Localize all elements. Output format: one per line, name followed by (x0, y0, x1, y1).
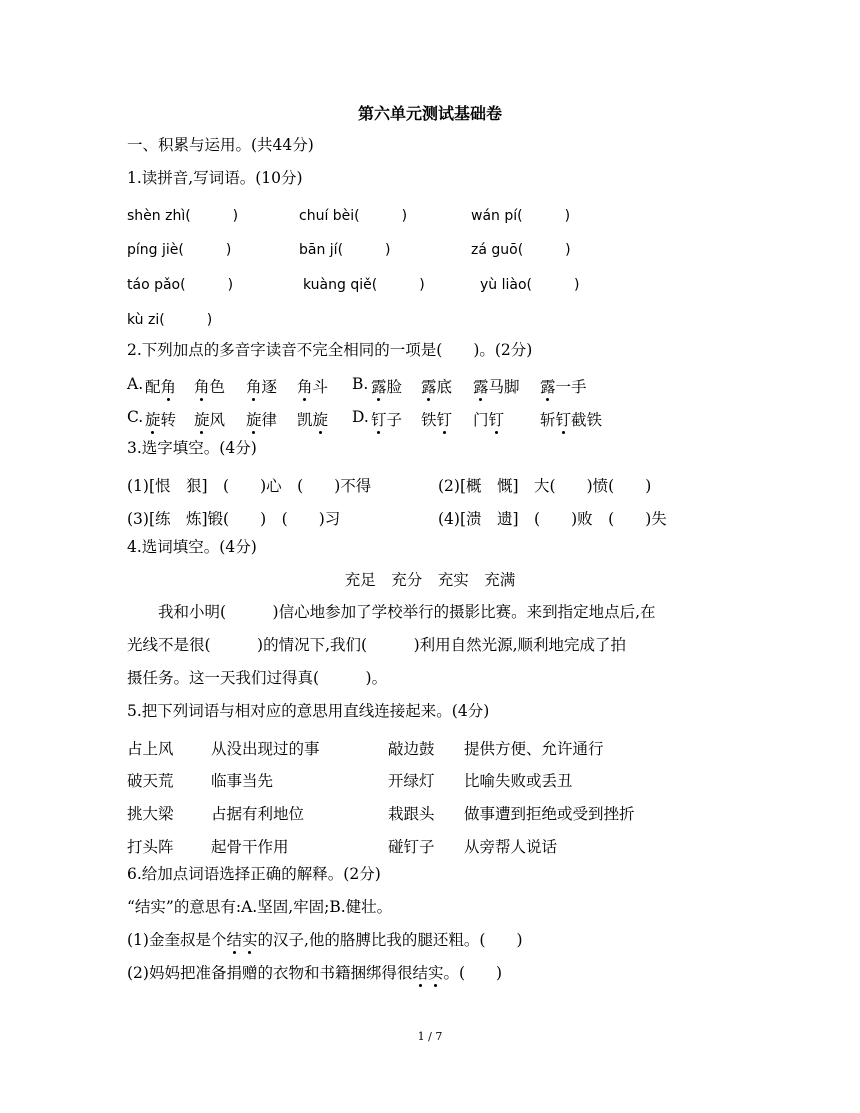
option-word: 露马脚 (473, 378, 520, 396)
sentence-2 (127, 966, 502, 982)
question-1-heading: 1.读拼音,写词语。(10分) (127, 169, 303, 187)
option-word: 旋风 (194, 411, 226, 429)
option-word: 角斗 (297, 378, 329, 396)
option-word: 铁钉 (421, 411, 453, 429)
option-word: 露底 (421, 378, 453, 396)
sentence-text: (2)妈妈把准备捐赠的衣物和书籍捆绑得很 (127, 964, 413, 982)
meaning: 占据有利地位 (211, 805, 305, 823)
definition-line: “结实”的意思有:A.坚固,牢固;B.健壮。 (127, 898, 393, 916)
sentence-1 (127, 933, 523, 949)
option-word: 钉子 (371, 411, 403, 429)
meaning: 提供方便、允许通行 (464, 740, 604, 758)
fill-item: (1)[恨 狠] ( )心 ( )不得 (127, 477, 372, 495)
pinyin-item: táo pǎo( ) (127, 277, 234, 293)
question-6-heading: 6.给加点词语选择正确的解释。(2分) (127, 865, 381, 883)
idiom: 敲边鼓 (388, 740, 435, 758)
option-label: C. (127, 408, 144, 426)
option-word: 斩钉截铁 (540, 411, 603, 429)
question-3-heading: 3.选字填空。(4分) (127, 439, 257, 457)
pinyin-item: kù zi( ) (127, 312, 213, 328)
idiom: 占上风 (127, 740, 174, 758)
option-word: 配角 (145, 378, 177, 396)
option-word: 凯旋 (297, 411, 329, 429)
question-4-heading: 4.选词填空。(4分) (127, 538, 257, 556)
option-label: A. (127, 375, 144, 393)
question-5-heading: 5.把下列词语与相对应的意思用直线连接起来。(4分) (127, 702, 490, 720)
fill-item: (4)[溃 遗] ( )败 ( )失 (438, 510, 667, 528)
pinyin-item: bān jí( ) (299, 242, 391, 258)
page-number: 1 / 7 (417, 1030, 443, 1043)
fill-paragraph: 我和小明( )信心地参加了学校举行的摄影比赛。来到指定地点后,在 光线不是很( )的情况下,我们( )利用自然光源,顺利地完成了拍 摄任务。这一天我们过得真( )。 (127, 603, 656, 687)
option-word: 露脸 (371, 378, 403, 396)
option-word: 露一手 (540, 378, 587, 396)
idiom: 栽跟头 (388, 805, 435, 823)
idiom: 开绿灯 (388, 772, 435, 790)
dotted-word: 结实 (226, 931, 258, 949)
dotted-word: 结实 (412, 964, 444, 982)
idiom: 挑大梁 (127, 805, 174, 823)
pinyin-item: yù liào( ) (480, 277, 580, 293)
meaning: 临事当先 (211, 772, 274, 790)
sentence-text: 的汉子,他的胳膊比我的腿还粗。( ) (257, 931, 523, 949)
meaning: 比喻失败或丢丑 (464, 772, 573, 790)
question-2-heading: 2.下列加点的多音字读音不完全相同的一项是( )。(2分) (127, 341, 533, 359)
pinyin-item: píng jiè( ) (127, 242, 232, 258)
pinyin-item: wán pí( ) (471, 208, 571, 224)
option-label: D. (352, 408, 369, 426)
idiom: 碰钉子 (388, 838, 435, 856)
option-word: 门钉 (473, 411, 505, 429)
meaning: 起骨干作用 (211, 838, 289, 856)
pinyin-item: chuí bèi( ) (299, 208, 408, 224)
option-word: 旋转 (145, 411, 177, 429)
pinyin-item: shèn zhì( ) (127, 208, 239, 224)
option-label: B. (352, 375, 369, 393)
sentence-text: 。( ) (443, 964, 503, 982)
pinyin-item: kuàng qiě( ) (303, 277, 425, 293)
option-word: 角逐 (246, 378, 278, 396)
idiom: 打头阵 (127, 838, 174, 856)
word-options: 充足 充分 充实 充满 (344, 571, 516, 589)
fill-item: (2)[概 慨] 大( )愤( ) (438, 477, 652, 495)
page-title: 第六单元测试基础卷 (357, 104, 502, 123)
meaning: 从没出现过的事 (211, 740, 320, 758)
option-word: 旋律 (246, 411, 278, 429)
fill-item: (3)[练 炼]锻( ) ( )习 (127, 510, 341, 528)
idiom: 破天荒 (127, 772, 174, 790)
option-word: 角色 (194, 378, 226, 396)
meaning: 从旁帮人说话 (464, 838, 558, 856)
section-heading: 一、积累与运用。(共44分) (127, 136, 314, 154)
pinyin-item: zá guō( ) (471, 242, 571, 258)
meaning: 做事遭到拒绝或受到挫折 (464, 805, 635, 823)
sentence-text: (1)金奎叔是个 (127, 931, 227, 949)
